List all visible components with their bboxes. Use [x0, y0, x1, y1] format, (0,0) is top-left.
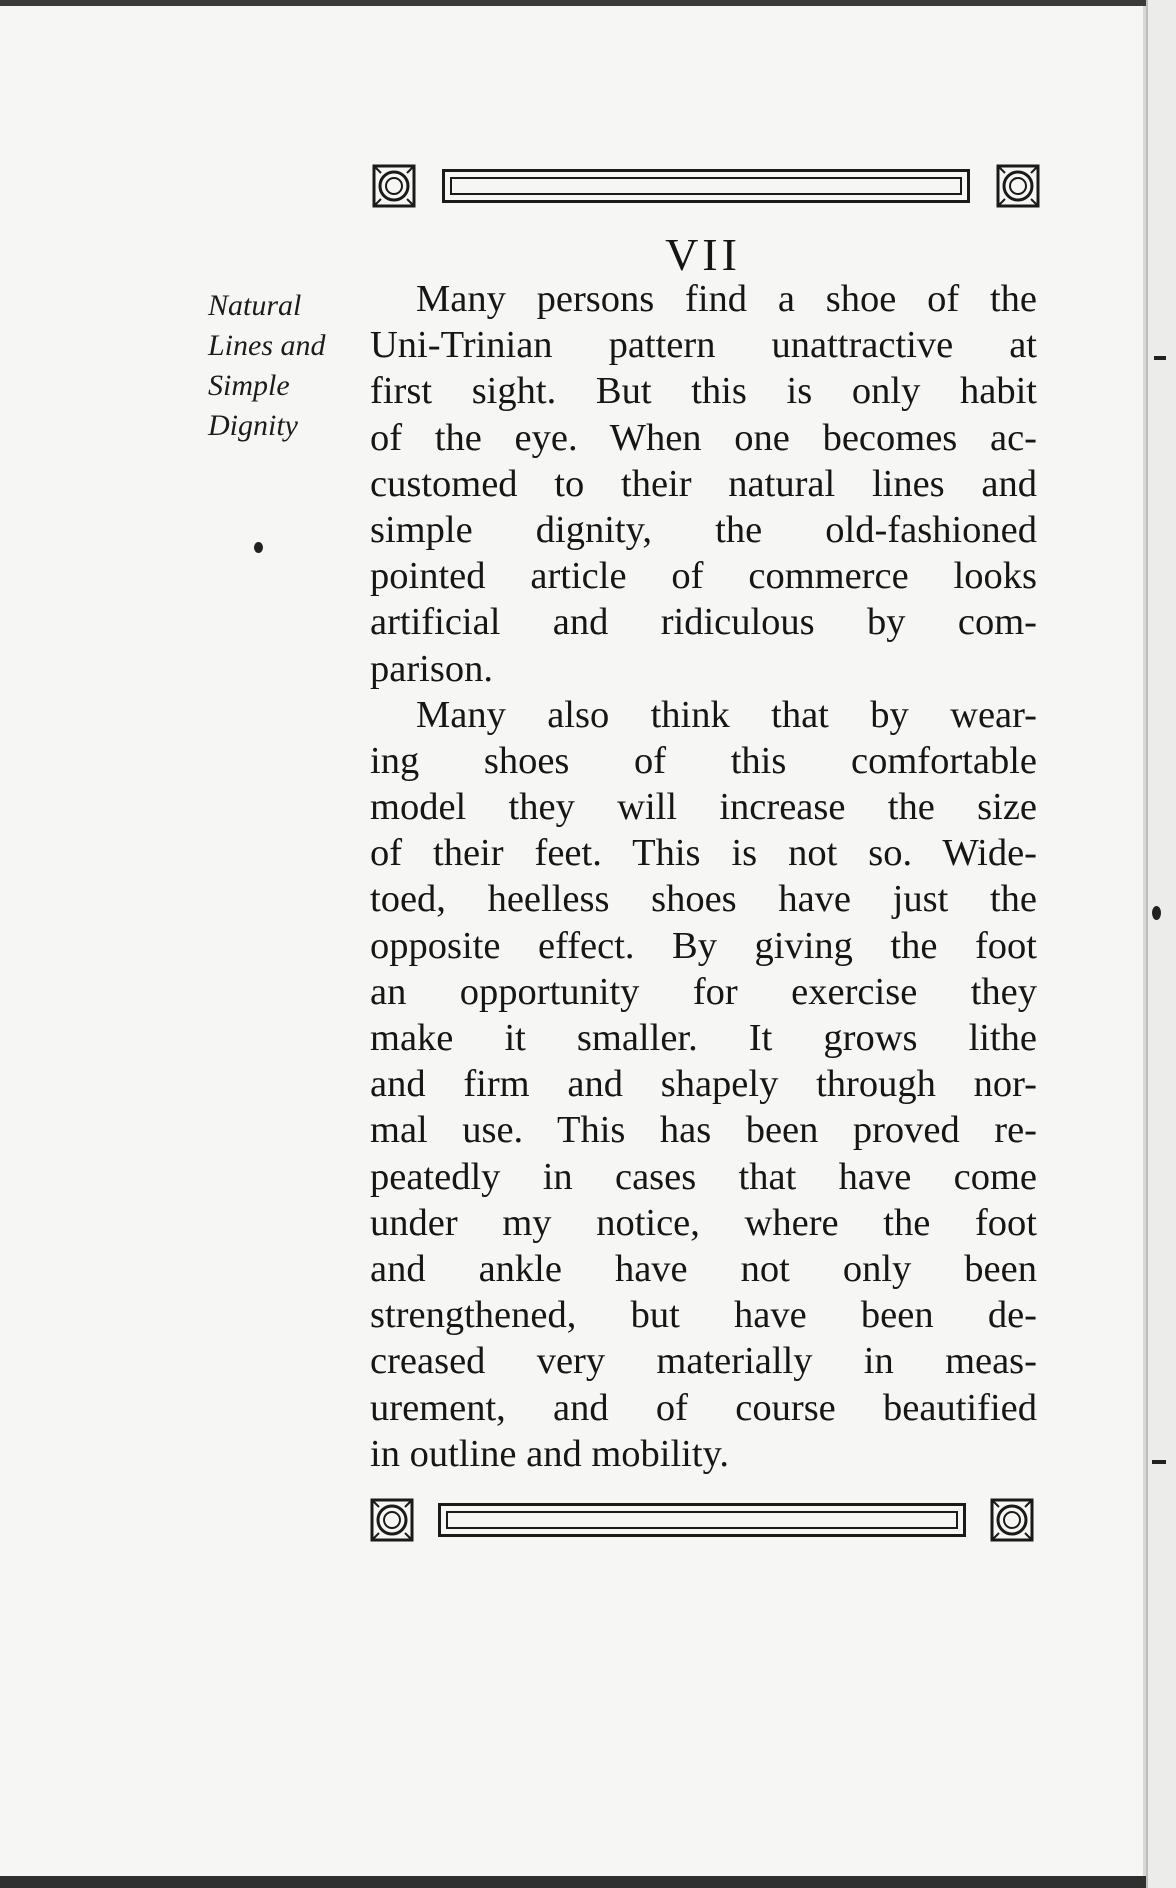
sidenote-line: Simple	[208, 369, 290, 402]
text-line: ing shoes of this comfortable	[370, 739, 1037, 782]
text-line: Many also think that by wear-	[416, 693, 1037, 736]
text-line: customed to their natural lines and	[370, 462, 1037, 505]
top-ornament-rule	[372, 162, 1040, 210]
rosette-ornament-icon	[372, 164, 416, 208]
text-line: an opportunity for exercise they	[370, 970, 1037, 1013]
rosette-ornament-icon	[370, 1498, 414, 1542]
text-line: Uni-Trinian pattern unattractive at	[370, 324, 1037, 367]
text-line: toed, heelless shoes have just the	[370, 878, 1037, 921]
text-line: and ankle have not only been	[370, 1247, 1037, 1290]
text-line: simple dignity, the old-fashioned	[370, 508, 1037, 551]
text-line: pointed article of commerce looks	[370, 555, 1037, 598]
speck-mark	[254, 542, 263, 553]
sidenote-line: Dignity	[208, 409, 298, 442]
text-line: under my notice, where the foot	[370, 1201, 1037, 1244]
bottom-edge	[0, 1876, 1146, 1888]
text-line: and firm and shapely through nor-	[370, 1063, 1037, 1106]
chapter-heading: VII	[665, 229, 741, 280]
body-text	[370, 276, 1037, 1477]
text-line: opposite effect. By giving the foot	[370, 924, 1037, 967]
double-rule-bar	[442, 169, 970, 203]
rosette-ornament-icon	[990, 1498, 1034, 1542]
text-line: peatedly in cases that have come	[370, 1155, 1037, 1198]
text-line: creased very materially in meas-	[370, 1340, 1037, 1383]
text-line: of the eye. When one becomes ac-	[370, 416, 1037, 459]
text-line: mal use. This has been proved re-	[370, 1109, 1037, 1152]
sidenote-line: Lines and	[208, 329, 326, 362]
sidenote-line: Natural	[208, 289, 302, 322]
text-line: artificial and ridiculous by com-	[370, 601, 1037, 644]
text-line: urement, and of course beautified	[370, 1386, 1037, 1429]
text-line: Many persons find a shoe of the	[416, 278, 1037, 320]
text-line: first sight. But this is only habit	[370, 370, 1037, 413]
bottom-ornament-rule	[370, 1496, 1034, 1544]
text-line: parison.	[370, 647, 493, 690]
text-line: model they will increase the size	[370, 786, 1037, 829]
text-line: make it smaller. It grows lithe	[370, 1017, 1037, 1059]
page-edge	[1146, 0, 1176, 1888]
double-rule-bar	[438, 1503, 966, 1537]
text-line: in outline and mobility.	[370, 1432, 729, 1475]
margin-sidenote	[208, 286, 368, 446]
text-line: strengthened, but have been de-	[370, 1294, 1037, 1337]
text-line: of their feet. This is not so. Wide-	[370, 832, 1037, 875]
rosette-ornament-icon	[996, 164, 1040, 208]
